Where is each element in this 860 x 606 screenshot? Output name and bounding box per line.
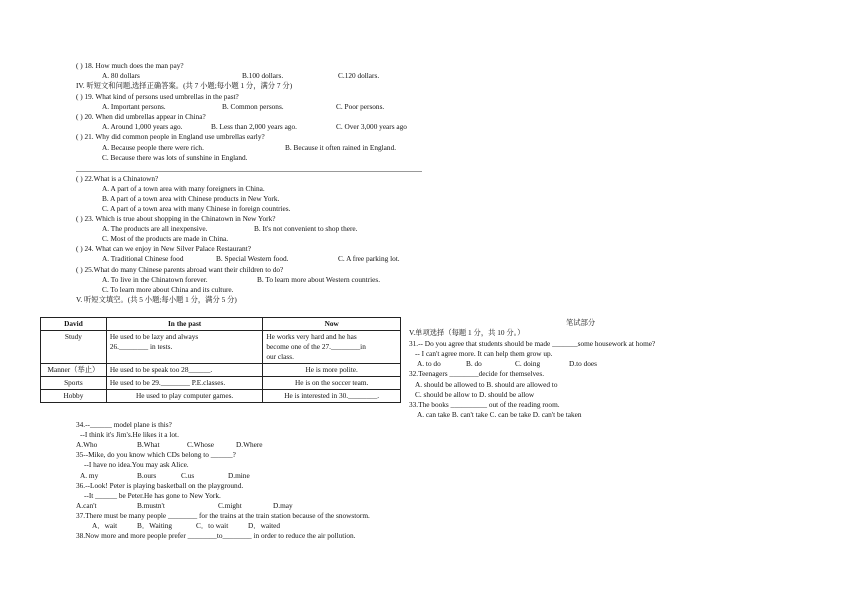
q32-options-ab: A. should be allowed to B. should are allowed to [415,380,558,389]
past-cell: He used to be speak too 28______. [106,364,263,377]
now-cell: He is on the soccer team. [263,377,401,390]
row-label: Sports [41,377,107,390]
q24-option-a: A. Traditional Chinese food [102,254,184,263]
q19-option-b: B. Common persons. [222,102,284,111]
q34-option-c: C.Whose [187,440,214,449]
written-section-heading: V.单项选择（每题 1 分，共 10 分。） [409,328,525,337]
q36-option-d: D.may [273,501,293,510]
q31-option-b: B. do [466,359,482,368]
table-header: David [41,318,107,331]
question-19: ( ) 19. What kind of persons used umbrellas in the past? [76,92,239,101]
cell-line: He used to be lazy and always [109,332,199,341]
q34-option-d: D.Where [236,440,263,449]
table-header: In the past [106,318,263,331]
q31-option-a: A. to do [417,359,441,368]
question-24: ( ) 24. What can we enjoy in New Silver Palace Restaurant? [76,244,251,253]
q22-option-c: C. A part of a town area with many Chinese in foreign countries. [102,204,291,213]
q36-option-c: C.might [218,501,242,510]
q22-option-b: B. A part of a town area with Chinese products in New York. [102,194,280,203]
q36-option-b: B.mustn't [137,501,165,510]
q19-option-a: A. Important persons. [102,102,166,111]
q23-option-a: A. The products are all inexpensive. [102,224,208,233]
q20-option-c: C. Over 3,000 years ago [336,122,407,131]
question-21: ( ) 21. Why did common people in England use umbrellas early? [76,132,265,141]
section-4-heading: IV. 听短文和问题,选择正确答案。(共 7 小题;每小题 1 分，满分 7 分) [76,81,293,90]
cell-line: become one of the 27.________in [266,342,366,351]
question-35: 35--Mike, do you know which CDs belong to ______? [76,450,236,459]
now-cell [263,331,401,364]
table-row [41,377,401,390]
q35-option-d: D.mine [228,471,250,480]
question-37: 37.There must be many people ________ for the trains at the train station because of the snowstorm. [76,511,370,520]
question-34-reply: --I think it's Jim's.He likes it a lot. [80,430,179,439]
question-32: 32.Teenagers ________decide for themselves. [409,369,545,378]
cell-line: He works very hard and he has [266,332,357,341]
q25-option-a: A. To live in the Chinatown forever. [102,275,208,284]
q37-option-d: D．waited [248,521,281,530]
row-label: Study [41,331,107,364]
q18-option-a: A. 80 dollars [102,71,140,80]
q35-option-a: A. my [80,471,99,480]
question-25: ( ) 25.What do many Chinese parents abroad want their children to do? [76,265,284,274]
q21-option-b: B. Because it often rained in England. [285,143,397,152]
question-20: ( ) 20. When did umbrellas appear in China? [76,112,206,121]
row-label: Hobby [41,390,107,403]
table-row [41,390,401,403]
past-cell: He used to be 29.________ P.E.classes. [106,377,263,390]
q22-option-a: A. A part of a town area with many foreigners in China. [102,184,265,193]
q21-option-c: C. Because there was lots of sunshine in England. [102,153,248,162]
row-label: Manner（举止） [41,364,107,377]
q35-option-c: C.us [181,471,195,480]
divider-line [76,171,422,172]
q25-option-b: B. To learn more about Western countries. [257,275,381,284]
cell-line: our class. [266,352,294,361]
question-33: 33.The books __________ out of the reading room. [409,400,560,409]
question-35-reply: --I have no idea.You may ask Alice. [84,460,189,469]
q20-option-a: A. Around 1,000 years ago. [102,122,183,131]
q20-option-b: B. Less than 2,000 years ago. [211,122,297,131]
question-36: 36.--Look! Peter is playing basketball on the playground. [76,481,244,490]
question-31-reply: -- I can't agree more. It can help them grow up. [415,349,553,358]
q25-option-c: C. To learn more about China and its culture. [102,285,234,294]
table-header: Now [263,318,401,331]
q34-option-a: A.Who [76,440,98,449]
q24-option-c: C. A free parking lot. [338,254,400,263]
q37-option-b: B．Waiting [137,521,173,530]
table-header-row [41,318,401,331]
q33-options: A. can take B. can't take C. can be take D. can't be taken [417,410,582,419]
q35-option-b: B.ours [137,471,157,480]
table-row [41,331,401,364]
question-18: ( ) 18. How much does the man pay? [76,61,184,70]
q23-option-c: C. Most of the products are made in China. [102,234,229,243]
now-cell: He is more polite. [263,364,401,377]
question-36-reply: --It ______ be Peter.He has gone to New York. [84,491,221,500]
q18-option-b: B.100 dollars. [242,71,284,80]
question-38: 38.Now more and more people prefer ________to________ in order to reduce the air pollution. [76,531,356,540]
q24-option-b: B. Special Western food. [216,254,289,263]
q37-option-a: A．wait [92,521,118,530]
written-section-title: 笔试部分 [566,318,596,327]
q31-option-c: C. doing [515,359,541,368]
q19-option-c: C. Poor persons. [336,102,385,111]
cell-line: 26.________ in tests. [109,342,173,351]
question-23: ( ) 23. Which is true about shopping in the Chinatown in New York? [76,214,276,223]
question-34: 34.--______ model plane is this? [76,420,172,429]
q31-option-d: D.to does [569,359,597,368]
table-row [41,364,401,377]
q32-options-cd: C. should be allow to D. should be allow [415,390,535,399]
section-5-heading: V. 听短文填空。(共 5 小题;每小题 1 分，满分 5 分) [76,295,237,304]
fill-in-table [40,317,401,403]
q34-option-b: B.What [137,440,160,449]
past-cell: He used to play computer games. [106,390,263,403]
q23-option-b: B. It's not convenient to shop there. [254,224,358,233]
q18-option-c: C.120 dollars. [338,71,380,80]
q37-option-c: C．to wait [196,521,229,530]
past-cell [106,331,263,364]
question-31: 31.-- Do you agree that students should be made _______some housework at home? [409,339,656,348]
now-cell: He is interested in 30.________. [263,390,401,403]
q36-option-a: A.can't [76,501,97,510]
question-22: ( ) 22.What is a Chinatown? [76,174,159,183]
q21-option-a: A. Because people there were rich. [102,143,204,152]
